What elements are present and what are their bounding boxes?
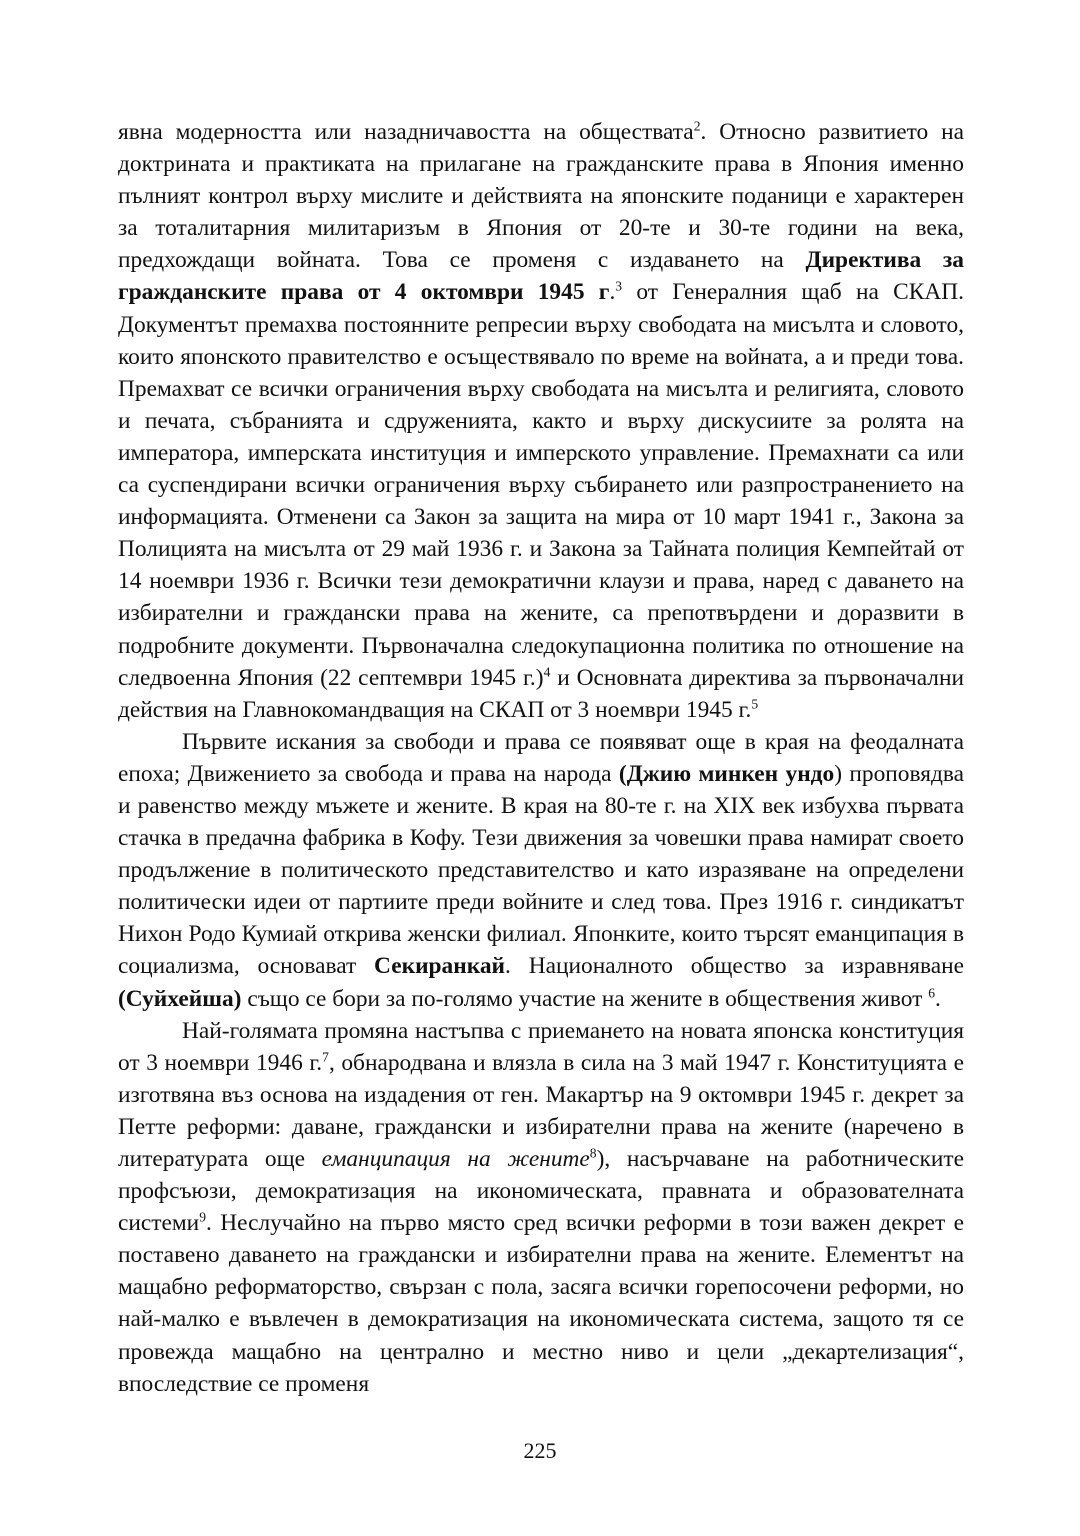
bold-term: Директива за гражданските права от 4 октомври 1945 г — [118, 247, 964, 306]
text-run: . Неслучайно на първо място сред всички реформи в този важен декрет е поставено даването на граждански и избирателни права на жените. Елементът на мащабно реформаторство, свързан с пола, засяга всички горепосочени реформи, но най-малко е въвлечен в демократизация на икономическата система, защото тя се провежда мащабно на централно и местно ниво и цели „декартелизация“, впоследствие се променя — [118, 1210, 964, 1397]
italic-term: еманципация на жените — [321, 1146, 590, 1172]
text-run: ), насърчаване на работническите профсъюзи, демократизация на икономическата, правната и образователната системи — [118, 1146, 964, 1237]
paragraph-3 — [118, 1015, 964, 1400]
bold-term: Секиранкай — [374, 953, 506, 980]
text-run: явна модерността или назадничавостта на обществата — [118, 119, 694, 145]
footnote-marker: 7 — [322, 1049, 329, 1065]
text-run: и Основната директива за първоначални действия на Главнокомандващия на СКАП от 3 ноември 1945 г. — [118, 664, 964, 723]
bold-term: (Суйхейша) — [118, 985, 242, 1012]
text-run: също се бори за по-голямо участие на жените в обществения живот — [241, 985, 929, 1012]
footnote-marker: 6 — [928, 985, 936, 1001]
text-run: от Генералния щаб на СКАП. Документът премахва постоянните репресии върху свободата на мисълта и словото, които японското правителство е осъществявало по време на войната, а и преди това. Премахват се всички ограничения върху свободата на мисълта и религията, словото и печата, събранията и сдруженията, както и върху дискусиите за ролята на императора, имперската институция и имперското управление. Премахнати са или са суспендирани всички ограничения върху събирането или разпространението на информацията. Отменени са Закон за защита на мира от 10 март 1941 г., Закона за Полицията на мисълта от 29 май 1936 г. и Закона за Тайната полиция Кемпейтай от 14 ноември 1936 г. Всички тези демократични клаузи и права, наред с даването на избирателни и граждански права на жените, са препотвърдени и доразвити в подробните документи. Първоначална следокупационна политика по отношение на следвоенна Япония (22 септември 1945 г.) — [118, 279, 964, 691]
footnote-marker: 2 — [693, 118, 701, 134]
bold-term: (Джию минкен ундо — [618, 760, 835, 787]
page-number: 225 — [523, 1438, 557, 1463]
text-run: . — [609, 279, 616, 306]
text-run: Най-голямата промяна настъпва с приемането на новата японска конституция от 3 ноември 1946 г. — [118, 1017, 964, 1076]
text-run: ) проповядва и равенство между мъжете и жените. В края на 80-те г. на XIX век избухва първата стачка в предачна фабрика в Кофу. Тези движения за човешки права намират своето продължение в политическото представителство и като изразяване на определени политически идеи от партиите преди войните и след това. През 1916 г. синдикатът Нихон Родо Кумиай открива женски филиал. Японките, които търсят еманципация в социализма, основават — [118, 760, 965, 980]
text-run: . Националното общество за изравняване — [505, 953, 964, 980]
footnote-marker: 8 — [589, 1145, 597, 1161]
footnote-marker: 9 — [199, 1209, 206, 1225]
body-text — [118, 116, 964, 1400]
text-run: . — [935, 985, 941, 1012]
text-run: Първите искания за свободи и права се появяват още в края на феодалната епоха; Движението за свобода и права на народа — [118, 728, 964, 787]
paragraph-2 — [118, 726, 964, 1015]
footnote-marker: 5 — [751, 696, 759, 712]
text-run: , обнародвана и влязла в сила на 3 май 1947 г. Конституцията е изготвяна въз основа на издадения от ген. Макартър на 9 октомври 1945 г. декрет за Петте реформи: даване, граждански и избирателни права на жените (наречено в литературата още — [118, 1049, 965, 1172]
paragraph-1 — [118, 116, 964, 726]
footnote-marker: 4 — [543, 664, 551, 680]
text-run: . Относно развитието на доктрината и практиката на прилагане на гражданските права в Япония именно пълният контрол върху мислите и действията на японските поданици е характерен за тоталитарния милитаризъм в Япония от 20-те и 30-те години на века, предхождащи войната. Това се променя с издаването на — [118, 119, 964, 274]
footnote-marker: 3 — [615, 279, 623, 295]
